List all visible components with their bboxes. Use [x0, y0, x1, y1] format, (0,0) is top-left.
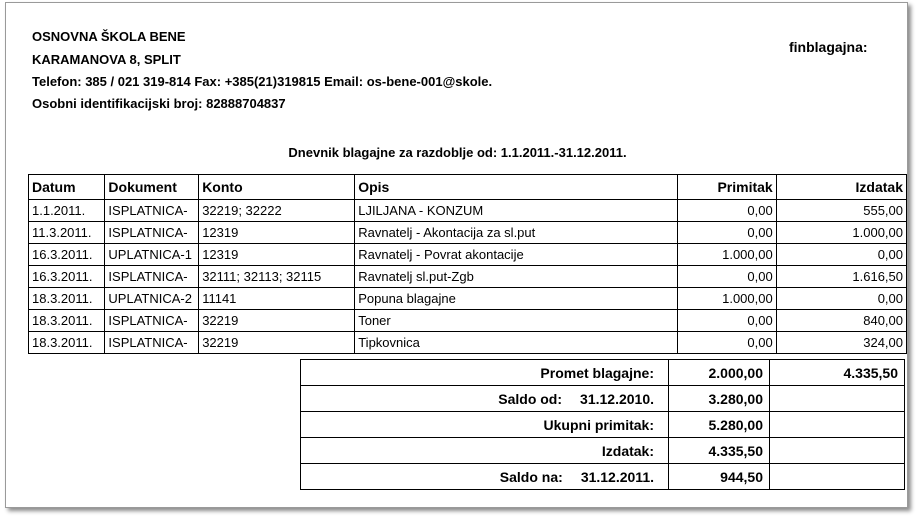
cell-dokument: ISPLATNICA-: [105, 332, 199, 354]
cell-opis: Ravnatelj sl.put-Zgb: [355, 266, 678, 288]
promet-label: Promet blagajne:: [301, 360, 669, 386]
cash-journal-table: [28, 174, 907, 354]
empty-cell: [770, 438, 905, 464]
saldo-od-label: Saldo od:: [498, 390, 563, 407]
summary-row-ukupni: [301, 412, 905, 438]
cell-primitak: 0,00: [678, 200, 777, 222]
saldo-na-label: Saldo na:: [499, 468, 563, 485]
summary-row-promet: [301, 360, 905, 386]
cell-konto: 11141: [199, 288, 355, 310]
cell-izdatak: 840,00: [776, 310, 906, 332]
cell-opis: Ravnatelj - Povrat akontacije: [355, 244, 678, 266]
cell-konto: 32111; 32113; 32115: [199, 266, 355, 288]
col-header-izdatak: Izdatak: [776, 175, 906, 200]
cell-primitak: 0,00: [678, 310, 777, 332]
cell-izdatak: 0,00: [776, 244, 906, 266]
saldo-od-cell: [301, 386, 669, 412]
school-contact: Telefon: 385 / 021 319-814 Fax: +385(21)319815 Email: os-bene-001@skole.: [32, 74, 493, 89]
table-row: [29, 310, 907, 332]
cell-dokument: ISPLATNICA-: [105, 266, 199, 288]
report-page: [5, 2, 908, 508]
cell-izdatak: 0,00: [776, 288, 906, 310]
cell-primitak: 1.000,00: [678, 244, 777, 266]
cell-primitak: 0,00: [678, 332, 777, 354]
table-row: [29, 244, 907, 266]
cell-datum: 18.3.2011.: [29, 288, 105, 310]
promet-primitak: 2.000,00: [669, 360, 770, 386]
table-row: [29, 200, 907, 222]
cell-datum: 18.3.2011.: [29, 332, 105, 354]
ukupni-value: 5.280,00: [669, 412, 770, 438]
saldo-od-date: 31.12.2010.: [580, 390, 654, 407]
table-header-row: [29, 175, 907, 200]
cell-primitak: 0,00: [678, 266, 777, 288]
cell-izdatak: 1.000,00: [776, 222, 906, 244]
cell-primitak: 0,00: [678, 222, 777, 244]
school-oib: Osobni identifikacijski broj: 82888704837: [32, 96, 286, 111]
cell-opis: LJILJANA - KONZUM: [355, 200, 678, 222]
empty-cell: [770, 386, 905, 412]
promet-izdatak: 4.335,50: [770, 360, 905, 386]
ukupni-label: Ukupni primitak:: [301, 412, 669, 438]
app-name: finblagajna:: [789, 39, 868, 55]
col-header-dokument: Dokument: [105, 175, 199, 200]
table-row: [29, 222, 907, 244]
col-header-konto: Konto: [199, 175, 355, 200]
empty-cell: [770, 412, 905, 438]
cell-izdatak: 1.616,50: [776, 266, 906, 288]
cell-konto: 32219: [199, 310, 355, 332]
cell-datum: 16.3.2011.: [29, 266, 105, 288]
empty-cell: [770, 464, 905, 490]
cell-datum: 1.1.2011.: [29, 200, 105, 222]
table-row: [29, 332, 907, 354]
cell-konto: 12319: [199, 244, 355, 266]
saldo-na-value: 944,50: [669, 464, 770, 490]
cell-konto: 32219; 32222: [199, 200, 355, 222]
cell-opis: Toner: [355, 310, 678, 332]
cell-opis: Ravnatelj - Akontacija za sl.put: [355, 222, 678, 244]
cell-konto: 32219: [199, 332, 355, 354]
izdatak-value: 4.335,50: [669, 438, 770, 464]
cell-opis: Tipkovnica: [355, 332, 678, 354]
cell-izdatak: 555,00: [776, 200, 906, 222]
col-header-opis: Opis: [355, 175, 678, 200]
school-address: KARAMANOVA 8, SPLIT: [32, 52, 181, 67]
summary-table: [300, 359, 905, 490]
cell-dokument: ISPLATNICA-: [105, 310, 199, 332]
summary-row-saldo-na: [301, 464, 905, 490]
summary-row-saldo-od: [301, 386, 905, 412]
cell-datum: 18.3.2011.: [29, 310, 105, 332]
saldo-na-date: 31.12.2011.: [580, 468, 654, 485]
summary-row-izdatak: [301, 438, 905, 464]
school-name: OSNOVNA ŠKOLA BENE: [32, 29, 186, 44]
cell-dokument: UPLATNICA-1: [105, 244, 199, 266]
saldo-na-cell: [301, 464, 669, 490]
report-title: Dnevnik blagajne za razdoblje od: 1.1.2011.-31.12.2011.: [288, 145, 627, 160]
cell-dokument: UPLATNICA-2: [105, 288, 199, 310]
table-row: [29, 266, 907, 288]
cell-primitak: 1.000,00: [678, 288, 777, 310]
saldo-od-value: 3.280,00: [669, 386, 770, 412]
cell-datum: 11.3.2011.: [29, 222, 105, 244]
table-row: [29, 288, 907, 310]
col-header-datum: Datum: [29, 175, 105, 200]
cell-opis: Popuna blagajne: [355, 288, 678, 310]
cell-dokument: ISPLATNICA-: [105, 200, 199, 222]
cell-datum: 16.3.2011.: [29, 244, 105, 266]
cell-dokument: ISPLATNICA-: [105, 222, 199, 244]
cell-izdatak: 324,00: [776, 332, 906, 354]
col-header-primitak: Primitak: [678, 175, 777, 200]
cell-konto: 12319: [199, 222, 355, 244]
izdatak-label: Izdatak:: [301, 438, 669, 464]
